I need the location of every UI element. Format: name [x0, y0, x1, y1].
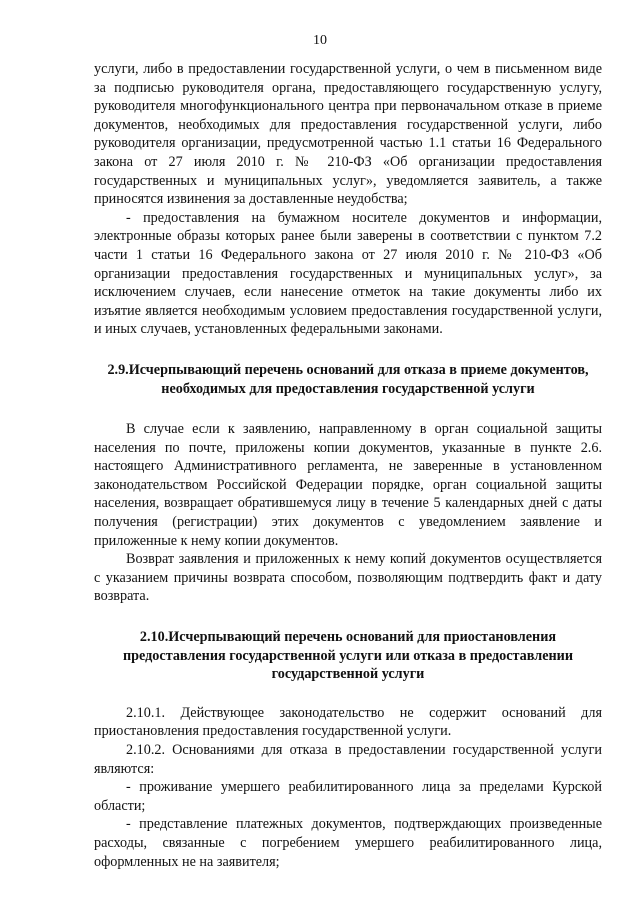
- paragraph: услуги, либо в предоставлении государственной услуги, о чем в письменном виде за подписью руководителя органа, предоставляющего государственную услугу, руководителя многофункционального центра при первоначальном отказе в приеме документов, необходимых для предоставления государственной услуги, либо руководителя организации, предусмотренной частью 1.1 статьи 16 Федерального закона от 27 июля 2010 г. № 210-ФЗ «Об организации предоставления государственных и муниципальных услуг», уведомляется заявитель, а также приносятся извинения за доставленные неудобства;: [94, 61, 602, 208]
- page-number: 10: [313, 33, 327, 48]
- document-body: [94, 60, 602, 871]
- paragraph: - предоставления на бумажном носителе документов и информации, электронные образы которых ранее были заверены в соответствии с пунктом 7.2 части 1 статьи 16 Федерального закона от 27 июля 2010 г. № 210-ФЗ «Об организации предоставления государственных и муниципальных услуг», за исключением случаев, если нанесение отметок на такие документы либо их изъятие является необходимым условием предоставления государственной услуги, и иных случаев, установленных федеральными законами.: [94, 209, 602, 338]
- list-item: - представление платежных документов, подтверждающих произведенные расходы, связанные с погребением умершего реабилитированного лица, оформленных не на заявителя;: [94, 816, 602, 870]
- section-heading-2-9: 2.9.Исчерпывающий перечень оснований для отказа в приеме документов, необходимых для предоставления государственной услуги: [107, 361, 589, 397]
- section-heading-2-10: 2.10.Исчерпывающий перечень оснований для приостановления предоставления государственной услуги или отказа в предоставлении государственной услуги: [122, 629, 574, 683]
- paragraph: 2.10.2. Основаниями для отказа в предоставлении государственной услуги являются:: [94, 742, 602, 777]
- paragraph: Возврат заявления и приложенных к нему копий документов осуществляется с указанием причины возврата способом, позволяющим подтвердить факт и дату возврата.: [94, 551, 602, 605]
- paragraph: 2.10.1. Действующее законодательство не содержит оснований для приостановления предоставления государственной услуги.: [94, 704, 602, 740]
- paragraph: В случае если к заявлению, направленному в орган социальной защиты населения по почте, приложены копии документов, указанные в пункте 2.6. настоящего Административного регламента, не заверенные в установленном законодательством Российской Федерации порядке, орган социальной защиты населения, возвращает обратившемуся лицу в течение 5 календарных дней с даты получения (регистрации) этих документов с уведомлением заявление и приложенные к нему копии документов.: [94, 421, 602, 549]
- list-item: - проживание умершего реабилитированного лица за пределами Курской области;: [94, 779, 602, 814]
